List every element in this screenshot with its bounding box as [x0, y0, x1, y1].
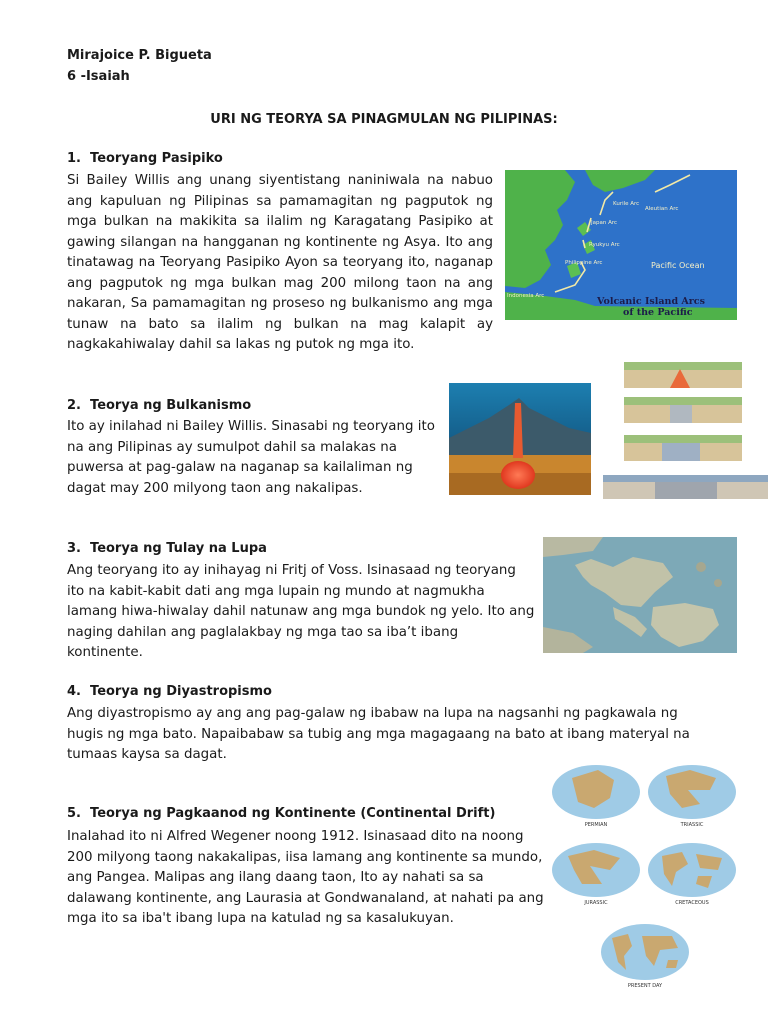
section-3-number: 3.: [67, 541, 81, 556]
arc-label-ryukyu: Ryukyu Arc: [589, 242, 620, 248]
section-3-title: Teorya ng Tulay na Lupa: [90, 541, 267, 556]
map-label-triassic: TRIASSIC: [680, 822, 704, 828]
arc-label-philippine: Philippine Arc: [565, 260, 603, 266]
section-2-heading: [67, 398, 251, 413]
section-5-number: 5.: [67, 806, 81, 821]
tectonic-steps-image: [600, 357, 768, 500]
section-5-body: Inalahad ito ni Alfred Wegener noong 1912. Isinasaad dito na noong 200 milyong taong nakakalipas, iisa lamang ang kontinente sa mundo, ang Pangea. Malipas ang ilang daang taon, Ito ay nahati sa sa dalawang kontinente, ang Laurasia at Gondwanaland, at nahati pa ang mga ito sa iba't ibang lupa na katulad ng sa kasalukuyan.: [67, 829, 544, 926]
pacific-arcs-map: [505, 170, 737, 320]
section-3-body: Ang teoryang ito ay inihayag ni Fritj of Voss. Isinasaad ng teoryang ito na kabit-kabit dati ang mga lupain ng mundo at nagmukha lamang hiwa-hiwalay dahil natunaw ang mga bundok ng yelo. Ito ang naging dahilan ang paglalakbay ng mga tao sa iba’t ibang kontinente.: [67, 563, 535, 660]
section-1-number: 1.: [67, 151, 81, 166]
section-3-heading: [67, 541, 267, 556]
author-name: Mirajoice P. Bigueta: [67, 48, 212, 63]
map-label-present: PRESENT DAY: [627, 983, 663, 989]
section-1-body: Si Bailey Willis ang unang siyentistang naniniwala na nabuo ang kapuluan ng Pilipinas sa pamamagitan ng pagputok ng mga bulkan na makikita sa ilalim ng Karagatang Pasipiko at gawing silangan na hangganan ng kontinente ng Asya. Ito ang tinatawag na Teoryang Pasipiko Ayon sa teoryang ito, naganap ang pagputok ng mga bulkan mag 200 milong taon na ang nakaran, Sa pamamagitan ng proseso ng bulkanismo ang mga tunaw na bato sa ilalim ng bulkan na mag kalapit ay nagkakahiwalay dahil sa lakas ng putok ng mga ito.: [67, 173, 493, 352]
author-section: 6 -Isaiah: [67, 69, 130, 84]
section-5-title: Teorya ng Pagkaanod ng Kontinente (Continental Drift): [90, 806, 496, 821]
section-4-heading: [67, 684, 272, 699]
page-title: URI NG TEORYA SA PINAGMULAN NG PILIPINAS:: [210, 112, 558, 127]
section-1-title: Teoryang Pasipiko: [90, 151, 223, 166]
section-4-number: 4.: [67, 684, 81, 699]
arc-label-aleutian: Aleutian Arc: [645, 206, 679, 212]
section-2-number: 2.: [67, 398, 81, 413]
section-4-title: Teorya ng Diyastropismo: [90, 684, 272, 699]
section-5-heading: [67, 806, 495, 821]
volcano-crosssection-image: [449, 383, 591, 495]
continental-drift-maps: [550, 760, 740, 990]
section-4-body: Ang diyastropismo ay ang ang pag-galaw ng ibabaw na lupa na nagsanhi ng pagkawala ng hugis ng mga bato. Napaibabaw sa tubig ang mga magagaang na bato at ibang materyal na tumaas kaysa sa dagat.: [67, 706, 690, 762]
section-1-heading: [67, 151, 223, 166]
arc-label-japan: Japan Arc: [591, 220, 618, 226]
map-caption-line2: of the Pacific: [623, 307, 693, 318]
ocean-label: Pacific Ocean: [651, 261, 705, 270]
arc-label-kurile: Kurile Arc: [613, 201, 640, 207]
arc-label-indonesia: Indonesia Arc: [507, 293, 545, 299]
section-2-body: Ito ay inilahad ni Bailey Willis. Sinasabi ng teoryang ito na ang Pilipinas ay sumulpot dahil sa malakas na puwersa at pag-galaw na naganap sa kailaliman ng dagat may 200 milyong taon ang nakalipas.: [67, 419, 435, 496]
land-bridge-map: [543, 537, 737, 653]
map-label-permian: PERMIAN: [584, 822, 608, 828]
section-2-title: Teorya ng Bulkanismo: [90, 398, 252, 413]
map-caption-line1: Volcanic Island Arcs: [597, 296, 705, 307]
map-label-cretaceous: CRETACEOUS: [675, 900, 709, 906]
map-label-jurassic: JURASSIC: [584, 900, 608, 906]
